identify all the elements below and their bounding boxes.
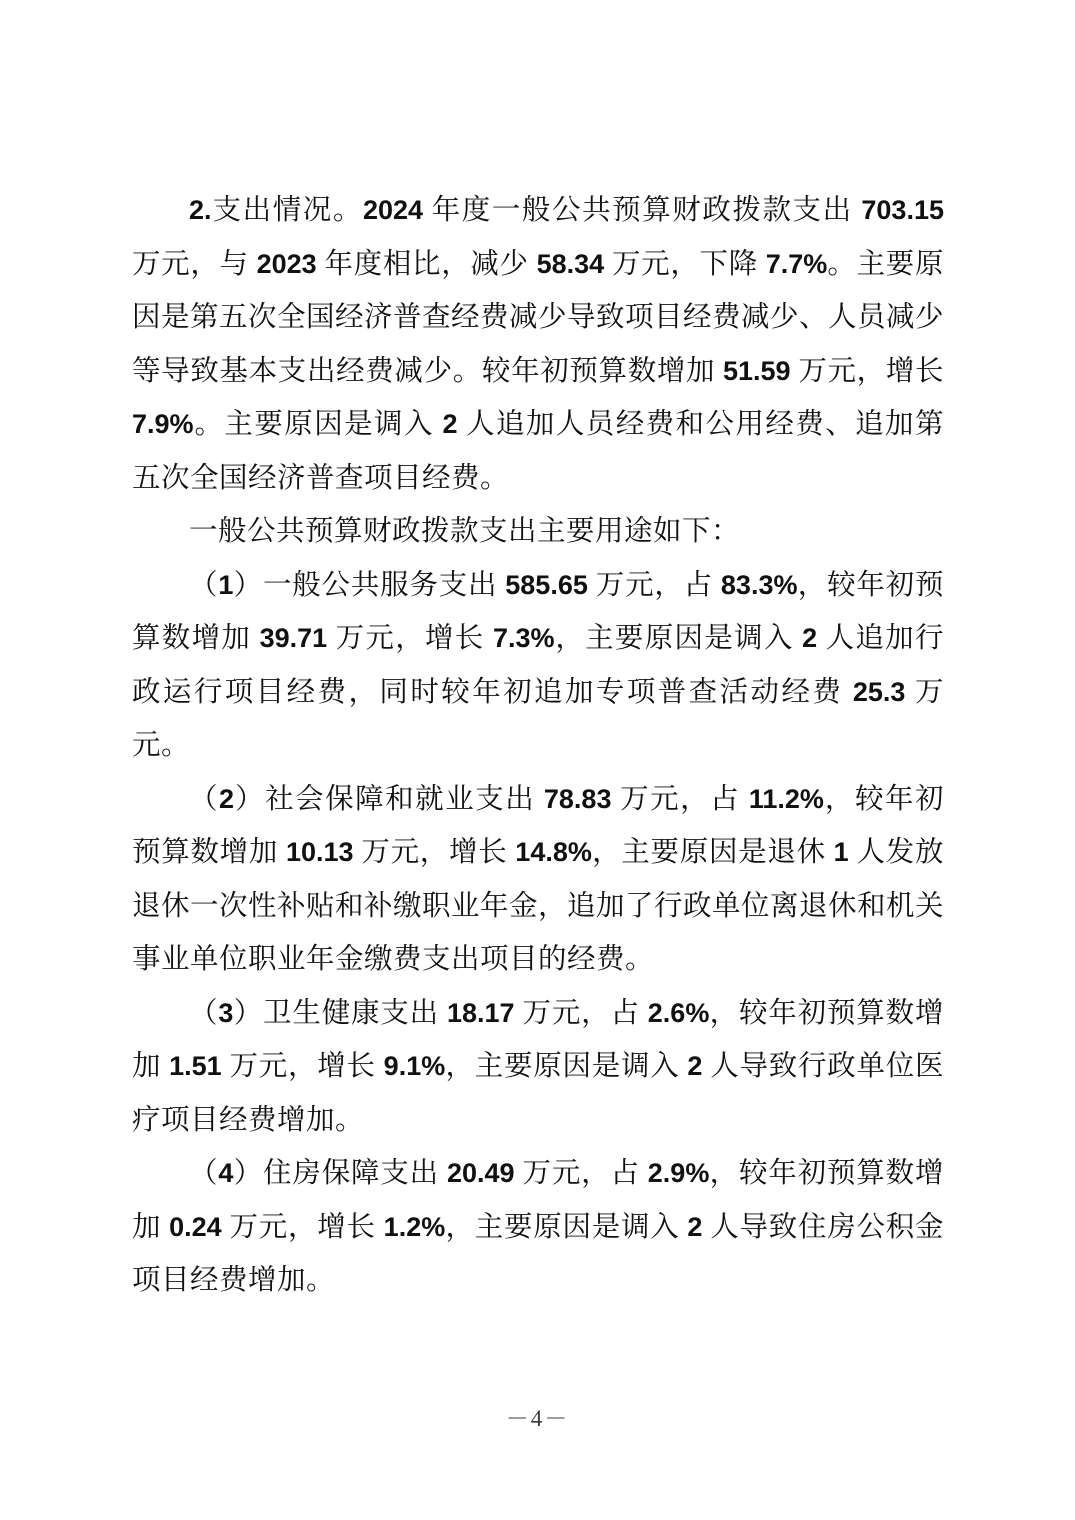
numeric-value: 2 <box>219 783 235 814</box>
paragraph: （4）住房保障支出 20.49 万元，占 2.9%，较年初预算数增加 0.24 万元，增长 1.2%，主要原因是调入 2 人导致住房公积金项目经费增加。 <box>132 1158 944 1296</box>
numeric-value: 2 <box>442 409 458 439</box>
numeric-value: 585.65 <box>505 569 588 600</box>
numeric-value: 2 <box>802 623 818 653</box>
numeric-value: 78.83 <box>543 783 612 814</box>
numeric-value: 0.24 <box>169 1211 222 1242</box>
numeric-value: 20.49 <box>446 1158 515 1188</box>
numeric-value: 39.71 <box>259 623 328 653</box>
numeric-value: 4 <box>218 1158 234 1188</box>
numeric-value: 2023 <box>256 248 317 279</box>
numeric-value: 1 <box>833 837 849 867</box>
numeric-value: 18.17 <box>446 997 515 1028</box>
numeric-value: 11.2% <box>748 783 824 814</box>
numeric-value: 2.9% <box>647 1158 710 1188</box>
numeric-value: 58.34 <box>536 248 605 279</box>
numeric-value: 2. <box>189 195 212 225</box>
numeric-value: 3 <box>218 997 234 1028</box>
numeric-value: 2 <box>687 1051 703 1081</box>
numeric-value: 7.7% <box>765 248 828 279</box>
paragraph: 2.支出情况。2024 年度一般公共预算财政拨款支出 703.15 万元，与 2023 年度相比，减少 58.34 万元，下降 7.7%。主要原因是第五次全国经济普查经费减少导致项目经费减少、人员减少等导致基本支出经费减少。较年初预算数增加 51.59 万元，增长 7.9%。主要原因是调入 2 人追加人员经费和公用经费、追加第五次全国经济普查项目经费。 <box>132 195 945 494</box>
numeric-value: 10.13 <box>285 837 354 867</box>
numeric-value: 1.51 <box>169 1051 222 1081</box>
numeric-value: 703.15 <box>861 195 944 225</box>
paragraph: （1）一般公共服务支出 585.65 万元，占 83.3%，较年初预算数增加 39.71 万元，增长 7.3%，主要原因是调入 2 人追加行政运行项目经费，同时较年初追加专项普查活动经费 25.3 万元。 <box>132 569 944 761</box>
numeric-value: 2 <box>687 1211 703 1242</box>
numeric-value: 7.3% <box>493 623 555 653</box>
numeric-value: 14.8% <box>515 837 592 867</box>
numeric-value: 2024 <box>362 195 424 225</box>
page-number: －4－ <box>505 1406 570 1431</box>
numeric-value: 25.3 <box>852 676 906 707</box>
numeric-value: 1.2% <box>383 1211 446 1242</box>
paragraph: （3）卫生健康支出 18.17 万元，占 2.6%，较年初预算数增加 1.51 万元，增长 9.1%，主要原因是调入 2 人导致行政单位医疗项目经费增加。 <box>132 997 944 1136</box>
paragraph: （2）社会保障和就业支出 78.83 万元，占 11.2%，较年初预算数增加 10.13 万元，增长 14.8%，主要原因是退休 1 人发放退休一次性补贴和补缴职业年金，追加了行政单位离退休和机关事业单位职业年金缴费支出项目的经费。 <box>132 783 945 975</box>
numeric-value: 7.9% <box>132 409 194 439</box>
document-body <box>132 184 944 1308</box>
numeric-value: 2.6% <box>647 997 710 1028</box>
paragraph: 一般公共预算财政拨款支出主要用途如下： <box>189 516 741 547</box>
numeric-value: 83.3% <box>720 569 798 600</box>
numeric-value: 51.59 <box>722 355 791 386</box>
numeric-value: 1 <box>218 569 234 600</box>
numeric-value: 9.1% <box>383 1051 446 1081</box>
